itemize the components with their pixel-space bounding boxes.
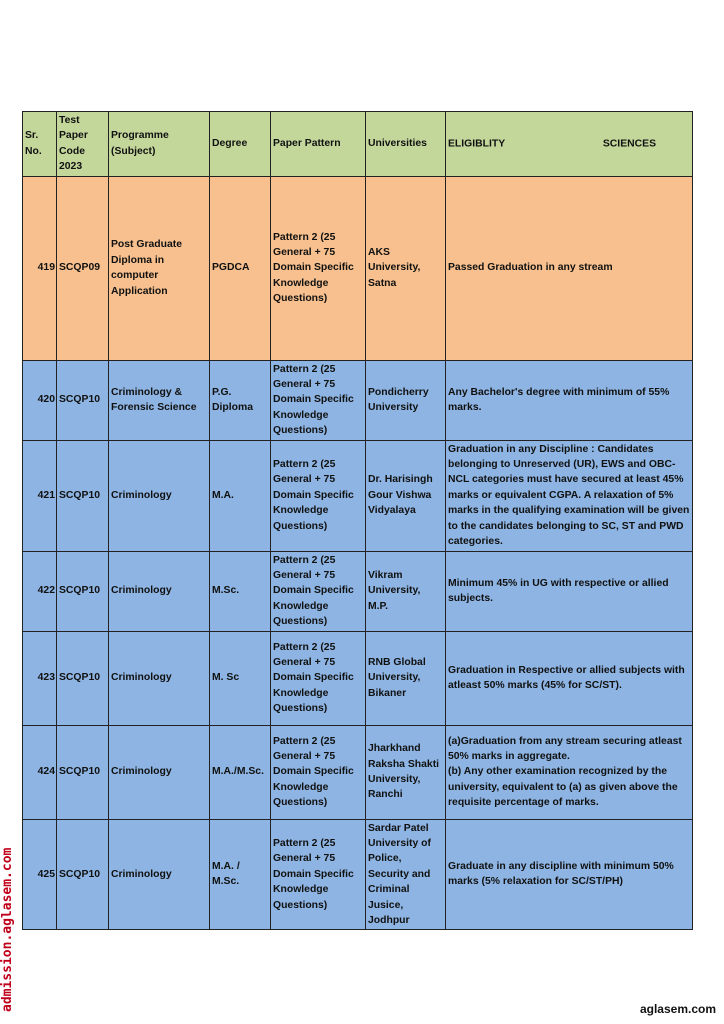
header-test-code: Test Paper Code 2023 xyxy=(57,112,109,177)
table-row xyxy=(23,551,693,631)
header-pattern: Paper Pattern xyxy=(271,112,366,177)
cell-sr-no: 425 xyxy=(23,819,57,930)
table-row xyxy=(23,631,693,725)
cell-programme: Criminology xyxy=(109,819,210,930)
cell-degree: M.Sc. xyxy=(210,551,271,631)
header-sciences: SCIENCES xyxy=(602,138,656,150)
header-degree: Degree xyxy=(210,112,271,177)
cell-degree: M.A. xyxy=(210,440,271,551)
cell-university: AKS University, Satna xyxy=(366,176,446,360)
cell-university: Pondicherry University xyxy=(366,360,446,440)
cell-university: Jharkhand Raksha Shakti University, Ranchi xyxy=(366,725,446,819)
cell-degree: P.G. Diploma xyxy=(210,360,271,440)
cell-university: Sardar Patel University of Police, Security and Criminal Jusice, Jodhpur xyxy=(366,819,446,930)
cell-degree: M. Sc xyxy=(210,631,271,725)
cell-pattern: Pattern 2 (25 General + 75 Domain Specific Knowledge Questions) xyxy=(271,631,366,725)
cell-test-code: SCQP10 xyxy=(57,551,109,631)
cell-pattern: Pattern 2 (25 General + 75 Domain Specific Knowledge Questions) xyxy=(271,440,366,551)
cell-eligibility: Passed Graduation in any stream xyxy=(446,176,693,360)
table-row xyxy=(23,360,693,440)
header-universities: Universities xyxy=(366,112,446,177)
cell-eligibility: Graduation in Respective or allied subjects with atleast 50% marks (45% for SC/ST). xyxy=(446,631,693,725)
cell-test-code: SCQP10 xyxy=(57,440,109,551)
cell-sr-no: 424 xyxy=(23,725,57,819)
cell-eligibility: (a)Graduation from any stream securing atleast 50% marks in aggregate. (b) Any other examination recognized by the university, equivalent to (a) as given above the requisite percentage of marks. xyxy=(446,725,693,819)
cell-sr-no: 420 xyxy=(23,360,57,440)
header-sr-no: Sr. No. xyxy=(23,112,57,177)
table-row xyxy=(23,176,693,360)
cell-programme: Criminology xyxy=(109,551,210,631)
cell-sr-no: 422 xyxy=(23,551,57,631)
cell-university: Dr. Harisingh Gour Vishwa Vidyalaya xyxy=(366,440,446,551)
header-eligibility: ELIGIBLITY xyxy=(448,138,506,150)
cell-programme: Criminology xyxy=(109,725,210,819)
cell-sr-no: 423 xyxy=(23,631,57,725)
cell-university: Vikram University, M.P. xyxy=(366,551,446,631)
table-row xyxy=(23,440,693,551)
cell-university: RNB Global University, Bikaner xyxy=(366,631,446,725)
table-row xyxy=(23,819,693,930)
cell-test-code: SCQP09 xyxy=(57,176,109,360)
cell-eligibility: Any Bachelor's degree with minimum of 55% marks. xyxy=(446,360,693,440)
cell-degree: M.A. / M.Sc. xyxy=(210,819,271,930)
cell-pattern: Pattern 2 (25 General + 75 Domain Specific Knowledge Questions) xyxy=(271,819,366,930)
table-row xyxy=(23,725,693,819)
footer-brand: aglasem.com xyxy=(639,1002,716,1016)
cell-eligibility: Minimum 45% in UG with respective or allied subjects. xyxy=(446,551,693,631)
cell-eligibility: Graduation in any Discipline : Candidates belonging to Unreserved (UR), EWS and OBC-NCL categories must have secured at least 45% marks or equivalent CGPA. A relaxation of 5% marks in the qualifying examination will be given to the candidates belonging to SC, ST and PWD categories. xyxy=(446,440,693,551)
cell-test-code: SCQP10 xyxy=(57,631,109,725)
cell-pattern: Pattern 2 (25 General + 75 Domain Specific Knowledge Questions) xyxy=(271,725,366,819)
header-eligibility-cell xyxy=(446,112,693,177)
cell-programme: Post Graduate Diploma in computer Application xyxy=(109,176,210,360)
cell-degree: M.A./M.Sc. xyxy=(210,725,271,819)
cell-test-code: SCQP10 xyxy=(57,360,109,440)
header-row xyxy=(23,112,693,177)
eligibility-table xyxy=(22,111,693,930)
cell-pattern: Pattern 2 (25 General + 75 Domain Specific Knowledge Questions) xyxy=(271,176,366,360)
cell-test-code: SCQP10 xyxy=(57,819,109,930)
cell-pattern: Pattern 2 (25 General + 75 Domain Specific Knowledge Questions) xyxy=(271,360,366,440)
cell-sr-no: 419 xyxy=(23,176,57,360)
cell-programme: Criminology xyxy=(109,440,210,551)
cell-pattern: Pattern 2 (25 General + 75 Domain Specific Knowledge Questions) xyxy=(271,551,366,631)
header-programme: Programme (Subject) xyxy=(109,112,210,177)
watermark-text: admission.aglasem.com xyxy=(0,847,15,1012)
cell-degree: PGDCA xyxy=(210,176,271,360)
cell-programme: Criminology & Forensic Science xyxy=(109,360,210,440)
cell-eligibility: Graduate in any discipline with minimum 50% marks (5% relaxation for SC/ST/PH) xyxy=(446,819,693,930)
cell-test-code: SCQP10 xyxy=(57,725,109,819)
cell-programme: Criminology xyxy=(109,631,210,725)
cell-sr-no: 421 xyxy=(23,440,57,551)
